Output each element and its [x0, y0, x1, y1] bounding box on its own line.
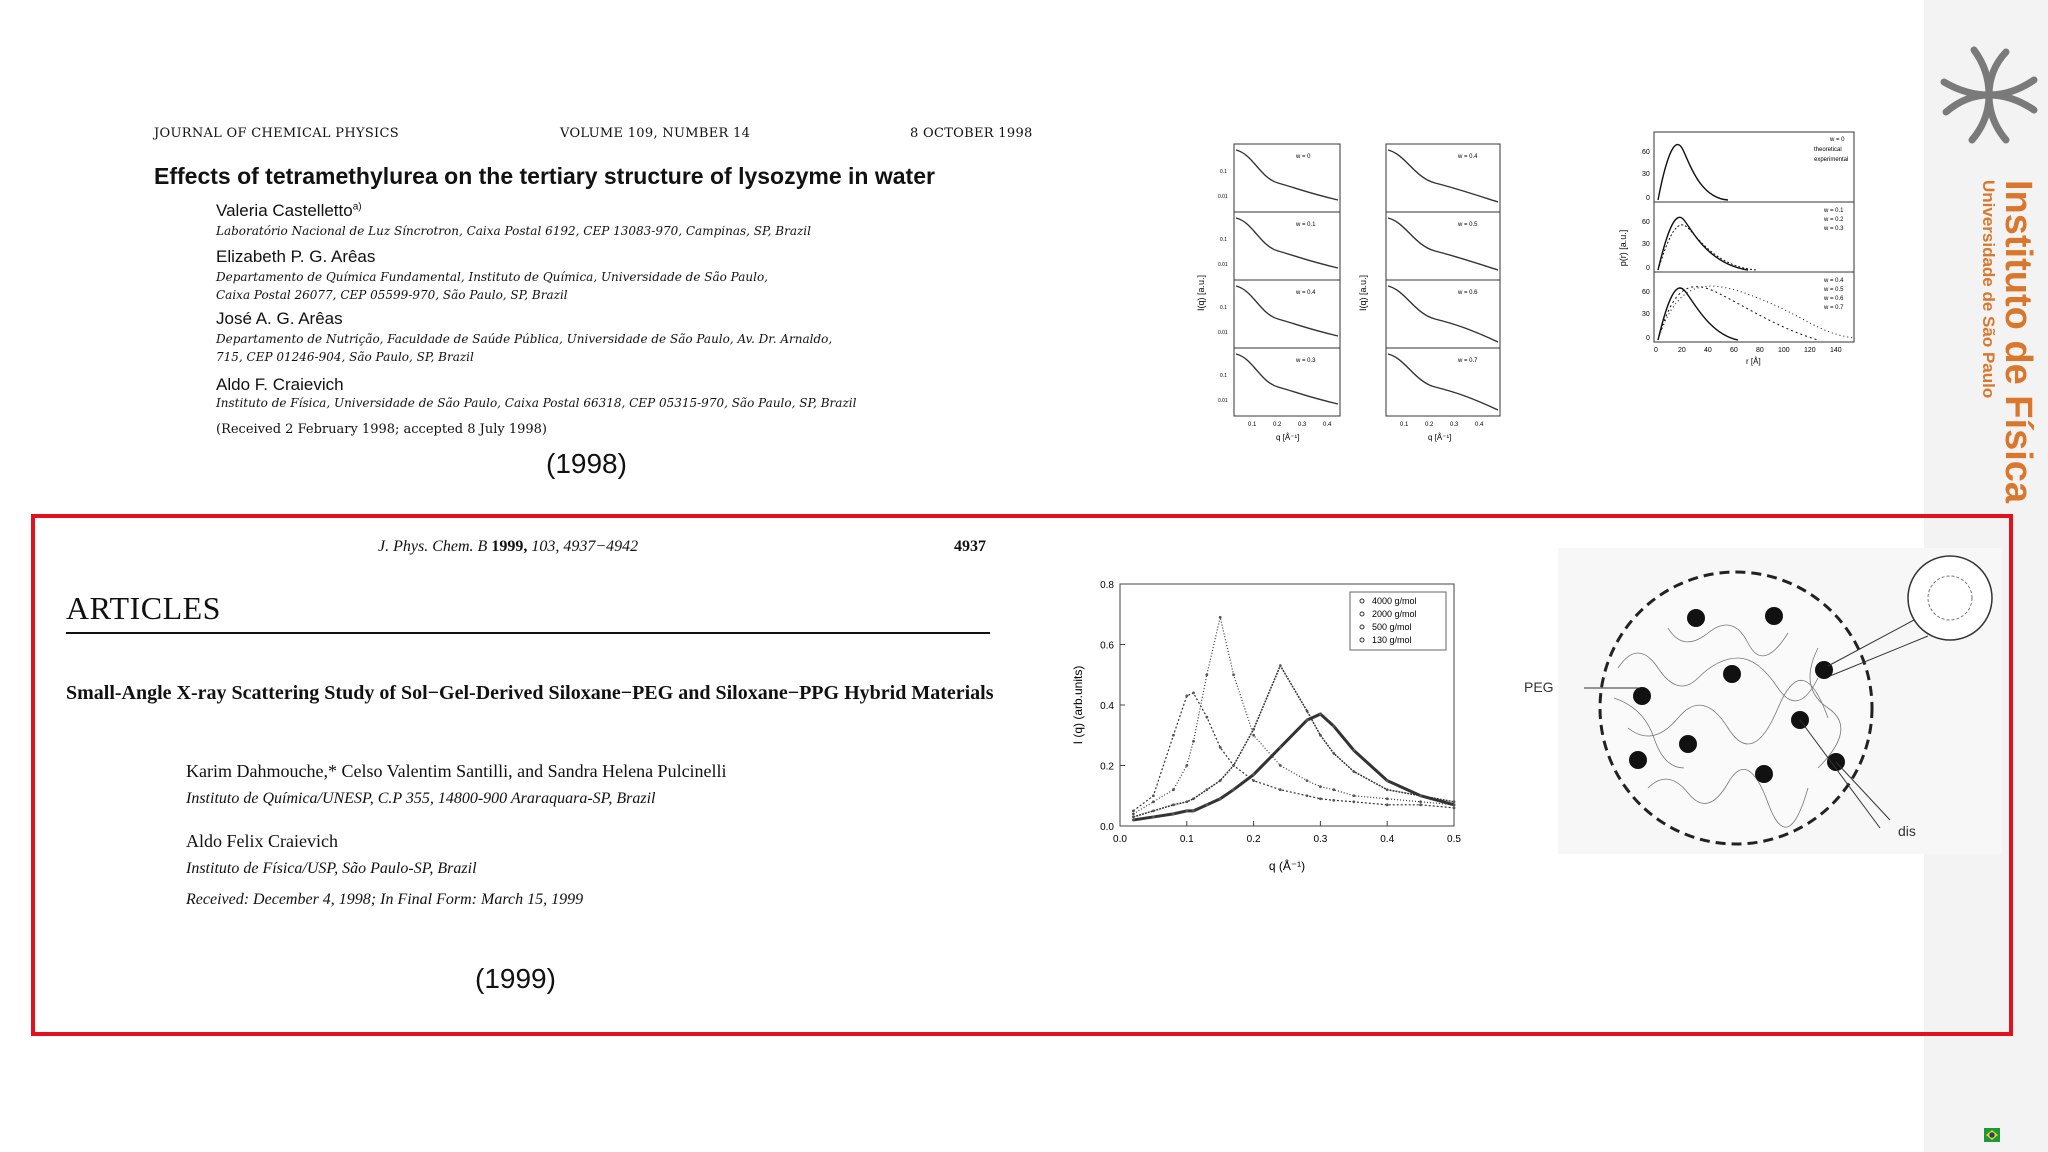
data-point	[1419, 803, 1422, 806]
data-point	[1185, 800, 1188, 803]
data-point	[1419, 800, 1422, 803]
data-point	[1219, 746, 1222, 749]
panel-label: w = 0	[1296, 154, 1311, 160]
saxs-chart	[1060, 570, 1480, 880]
data-point	[1453, 800, 1456, 803]
data-point	[1332, 752, 1335, 755]
author-affiliation: 715, CEP 01246-904, São Paulo, SP, Brazil	[216, 350, 474, 364]
x-axis-label: q [Å⁻¹]	[1428, 433, 1452, 442]
x-tick-label: 0.2	[1273, 422, 1282, 428]
legend-entry: w = 0.5	[1824, 287, 1844, 293]
x-axis-label: q (Å⁻¹)	[1268, 859, 1306, 873]
svg-text:80: 80	[1756, 347, 1764, 354]
data-point	[1132, 819, 1135, 822]
author-name: Aldo F. Craievich	[216, 375, 344, 394]
svg-text:0: 0	[1646, 335, 1650, 342]
svg-text:120: 120	[1804, 347, 1816, 354]
svg-text:0: 0	[1646, 265, 1650, 272]
data-point	[1152, 794, 1155, 797]
data-point	[1279, 788, 1282, 791]
author-affiliation: Instituto de Física, Universidade de São Paulo, Caixa Postal 66318, CEP 05315-970, São Paulo, SP, Brazil	[216, 396, 857, 410]
legend-entry: w = 0.2	[1824, 217, 1844, 223]
data-point	[1306, 719, 1309, 722]
distance-distribution-panels	[1618, 128, 1868, 368]
panel	[1642, 132, 1854, 202]
data-point	[1332, 725, 1335, 728]
data-point	[1352, 770, 1355, 773]
data-point	[1152, 809, 1155, 812]
svg-text:0.01: 0.01	[1218, 194, 1228, 200]
scattering-panels-middle	[1360, 138, 1520, 448]
y-tick-label: 0.8	[1100, 580, 1114, 591]
university-name: Universidade de São Paulo	[1979, 180, 1998, 399]
panel-label: w = 0.1	[1296, 222, 1316, 228]
x-tick-label: 0.4	[1323, 422, 1332, 428]
data-point	[1172, 813, 1175, 816]
panel	[1218, 280, 1340, 348]
x-tick-label: 0.3	[1298, 422, 1307, 428]
received-date: (Received 2 February 1998; accepted 8 July 1998)	[216, 422, 548, 437]
author-affiliation: Departamento de Química Fundamental, Instituto de Química, Universidade de São Paulo,	[216, 270, 768, 284]
legend-entry: experimental	[1814, 157, 1849, 163]
panel	[1218, 212, 1340, 280]
data-point	[1352, 800, 1355, 803]
data-point	[1352, 749, 1355, 752]
data-point	[1453, 806, 1456, 809]
data-point	[1386, 779, 1389, 782]
data-point	[1192, 809, 1195, 812]
brazil-flag-icon	[1984, 1127, 2000, 1143]
institute-logo-icon	[1934, 40, 2044, 150]
year-label: (1998)	[546, 448, 627, 479]
x-axis-label: q [Å⁻¹]	[1276, 433, 1300, 442]
citation: J. Phys. Chem. B 1999, 103, 4937−4942	[378, 538, 639, 555]
panel	[1386, 212, 1500, 280]
y-axis-label: I(q) [a.u.]	[1358, 274, 1368, 312]
section-rule	[66, 632, 990, 634]
data-point	[1192, 797, 1195, 800]
data-point	[1185, 764, 1188, 767]
data-point	[1252, 728, 1255, 731]
data-point	[1232, 673, 1235, 676]
panel	[1218, 144, 1340, 212]
svg-text:0.1: 0.1	[1220, 237, 1227, 243]
author-affiliation: Laboratório Nacional de Luz Síncrotron, Caixa Postal 6192, CEP 13083-970, Campinas, SP, Brazil	[216, 224, 811, 238]
legend-entry: w = 0.4	[1824, 278, 1844, 284]
data-point	[1279, 664, 1282, 667]
author-affiliation: Instituto de Química/UNESP, C.P 355, 14800-900 Araraquara-SP, Brazil	[186, 790, 656, 807]
svg-text:100: 100	[1778, 347, 1790, 354]
svg-text:0: 0	[1654, 347, 1658, 354]
panel	[1218, 348, 1340, 416]
data-point	[1453, 803, 1456, 806]
data-point	[1205, 716, 1208, 719]
panel	[1642, 202, 1854, 272]
journal-name: JOURNAL OF CHEMICAL PHYSICS	[154, 126, 399, 141]
scattering-panels-left	[1198, 138, 1358, 448]
data-point	[1192, 740, 1195, 743]
data-point	[1132, 813, 1135, 816]
data-point	[1332, 799, 1335, 802]
series-line	[1133, 714, 1454, 820]
x-tick-labels	[1654, 347, 1842, 354]
data-point	[1172, 788, 1175, 791]
author-name: Elizabeth P. G. Arêas	[216, 247, 376, 266]
paper-title: Effects of tetramethylurea on the tertiary structure of lysozyme in water	[154, 163, 935, 189]
section-heading: ARTICLES	[66, 590, 221, 626]
y-tick-label: 0.2	[1100, 761, 1114, 773]
y-tick-label: 0.0	[1100, 822, 1114, 833]
panel-label: w = 0.6	[1458, 290, 1478, 296]
data-point	[1332, 788, 1335, 791]
legend-entry: w = 0.7	[1824, 305, 1844, 311]
data-point	[1185, 809, 1188, 812]
panel-label: w = 0.4	[1458, 154, 1478, 160]
legend-entry: w = 0.6	[1824, 296, 1844, 302]
data-point	[1319, 734, 1322, 737]
legend-entry: 2000 g/mol	[1372, 609, 1417, 619]
data-point	[1152, 800, 1155, 803]
panel	[1386, 348, 1500, 416]
data-point	[1219, 616, 1222, 619]
x-tick-label: 0.2	[1246, 834, 1261, 845]
x-tick-label: 0.1	[1248, 422, 1257, 428]
panel	[1386, 280, 1500, 348]
data-point	[1185, 695, 1188, 698]
data-point	[1306, 710, 1309, 713]
data-point	[1386, 803, 1389, 806]
data-point	[1252, 773, 1255, 776]
x-tick-label: 0.1	[1400, 422, 1409, 428]
x-tick-label: 0.3	[1450, 422, 1459, 428]
legend-entry: w = 0.3	[1824, 226, 1844, 232]
author-name: José A. G. Arêas	[216, 309, 343, 328]
author-affiliation: Instituto de Física/USP, São Paulo-SP, Brazil	[186, 860, 477, 877]
panel-label: w = 0.4	[1296, 290, 1316, 296]
y-tick-label: 0.4	[1100, 701, 1114, 712]
data-point	[1306, 794, 1309, 797]
data-point	[1172, 803, 1175, 806]
x-tick-label: 0.3	[1313, 834, 1328, 845]
data-point	[1219, 797, 1222, 800]
svg-text:60: 60	[1642, 289, 1650, 296]
data-point	[1319, 713, 1322, 716]
svg-text:30: 30	[1642, 241, 1650, 248]
svg-text:0.1: 0.1	[1220, 305, 1227, 311]
series-line	[1133, 666, 1454, 817]
svg-text:0.01: 0.01	[1218, 262, 1228, 268]
data-point	[1319, 785, 1322, 788]
data-point	[1319, 797, 1322, 800]
x-tick-label: 0.5	[1447, 834, 1461, 845]
panel-label: w = 0.3	[1296, 358, 1316, 364]
svg-text:60: 60	[1730, 347, 1738, 354]
svg-text:20: 20	[1678, 347, 1686, 354]
data-point	[1132, 816, 1135, 819]
panel-label: w = 0.7	[1458, 358, 1478, 364]
institute-title: Instituto de Física	[1997, 180, 2039, 504]
data-point	[1232, 788, 1235, 791]
paper-title: Small-Angle X-ray Scattering Study of Sol−Gel-Derived Siloxane−PEG and Siloxane−PPG Hybrid Materials	[66, 682, 994, 704]
panel	[1386, 144, 1500, 212]
data-point	[1252, 734, 1255, 737]
institute-name	[1978, 180, 2038, 503]
author-affiliation: Caixa Postal 26077, CEP 05599-970, São Paulo, SP, Brazil	[216, 288, 568, 302]
svg-text:60: 60	[1642, 149, 1650, 156]
legend-entry: 130 g/mol	[1372, 635, 1412, 645]
x-tick-label: 0.4	[1380, 834, 1395, 845]
distance-label: dis	[1898, 823, 1916, 839]
data-point	[1419, 794, 1422, 797]
data-point	[1172, 734, 1175, 737]
data-point	[1219, 779, 1222, 782]
svg-text:0.1: 0.1	[1220, 373, 1227, 379]
data-point	[1386, 797, 1389, 800]
author-list: Karim Dahmouche,* Celso Valentim Santilli, and Sandra Helena Pulcinelli	[186, 761, 727, 781]
received-date: Received: December 4, 1998; In Final Form: March 15, 1999	[186, 891, 584, 908]
data-point	[1306, 779, 1309, 782]
author-affiliation: Departamento de Nutrição, Faculdade de Saúde Pública, Universidade de São Paulo, Av. Dr. Arnaldo,	[216, 332, 833, 346]
nanostructure-diagram	[1518, 548, 2002, 856]
peg-label: PEG	[1524, 679, 1554, 695]
y-axis-label: I(q) [a.u.]	[1196, 274, 1206, 312]
svg-text:60: 60	[1642, 219, 1650, 226]
data-point	[1192, 692, 1195, 695]
data-point	[1132, 809, 1135, 812]
data-point	[1152, 816, 1155, 819]
legend-entry: 500 g/mol	[1372, 622, 1412, 632]
data-point	[1232, 764, 1235, 767]
legend-entry: w = 0	[1830, 137, 1845, 143]
svg-text:40: 40	[1704, 347, 1712, 354]
y-axis-label: I (q) (arb.units)	[1071, 665, 1085, 745]
data-point	[1205, 788, 1208, 791]
x-tick-label: 0.0	[1113, 834, 1127, 845]
y-tick-label: 0.6	[1100, 640, 1114, 652]
svg-text:140: 140	[1830, 347, 1842, 354]
panel-label: w = 0.5	[1458, 222, 1478, 228]
data-point	[1352, 794, 1355, 797]
data-point	[1205, 803, 1208, 806]
sample-domain	[1600, 572, 1872, 844]
x-axis-label: r [Å]	[1746, 357, 1761, 366]
svg-text:30: 30	[1642, 311, 1650, 318]
legend-entry: w = 0.1	[1824, 208, 1844, 214]
svg-text:0: 0	[1646, 195, 1650, 202]
x-tick-label: 0.1	[1179, 834, 1194, 845]
svg-text:30: 30	[1642, 171, 1650, 178]
legend-entry: theoretical	[1814, 147, 1842, 153]
data-point	[1386, 788, 1389, 791]
author-list: Aldo Felix Craievich	[186, 831, 338, 851]
svg-text:0.1: 0.1	[1220, 169, 1227, 175]
year-label: (1999)	[475, 963, 556, 994]
panel	[1642, 272, 1854, 342]
y-axis-label: p(r) [a.u.]	[1618, 229, 1628, 267]
data-point	[1279, 746, 1282, 749]
journal-date: 8 OCTOBER 1998	[910, 126, 1033, 141]
author-name: Valeria Castelletto$^{a)}$	[216, 201, 362, 220]
x-tick-label: 0.2	[1425, 422, 1434, 428]
x-tick-label: 0.4	[1475, 422, 1484, 428]
journal-volume: VOLUME 109, NUMBER 14	[560, 126, 751, 141]
zoom-inset	[1908, 556, 1992, 640]
page-number: 4937	[954, 538, 986, 555]
legend-entry: 4000 g/mol	[1372, 596, 1417, 606]
data-point	[1205, 673, 1208, 676]
svg-text:0.01: 0.01	[1218, 398, 1228, 404]
data-point	[1279, 764, 1282, 767]
svg-text:0.01: 0.01	[1218, 330, 1228, 336]
data-point	[1252, 779, 1255, 782]
